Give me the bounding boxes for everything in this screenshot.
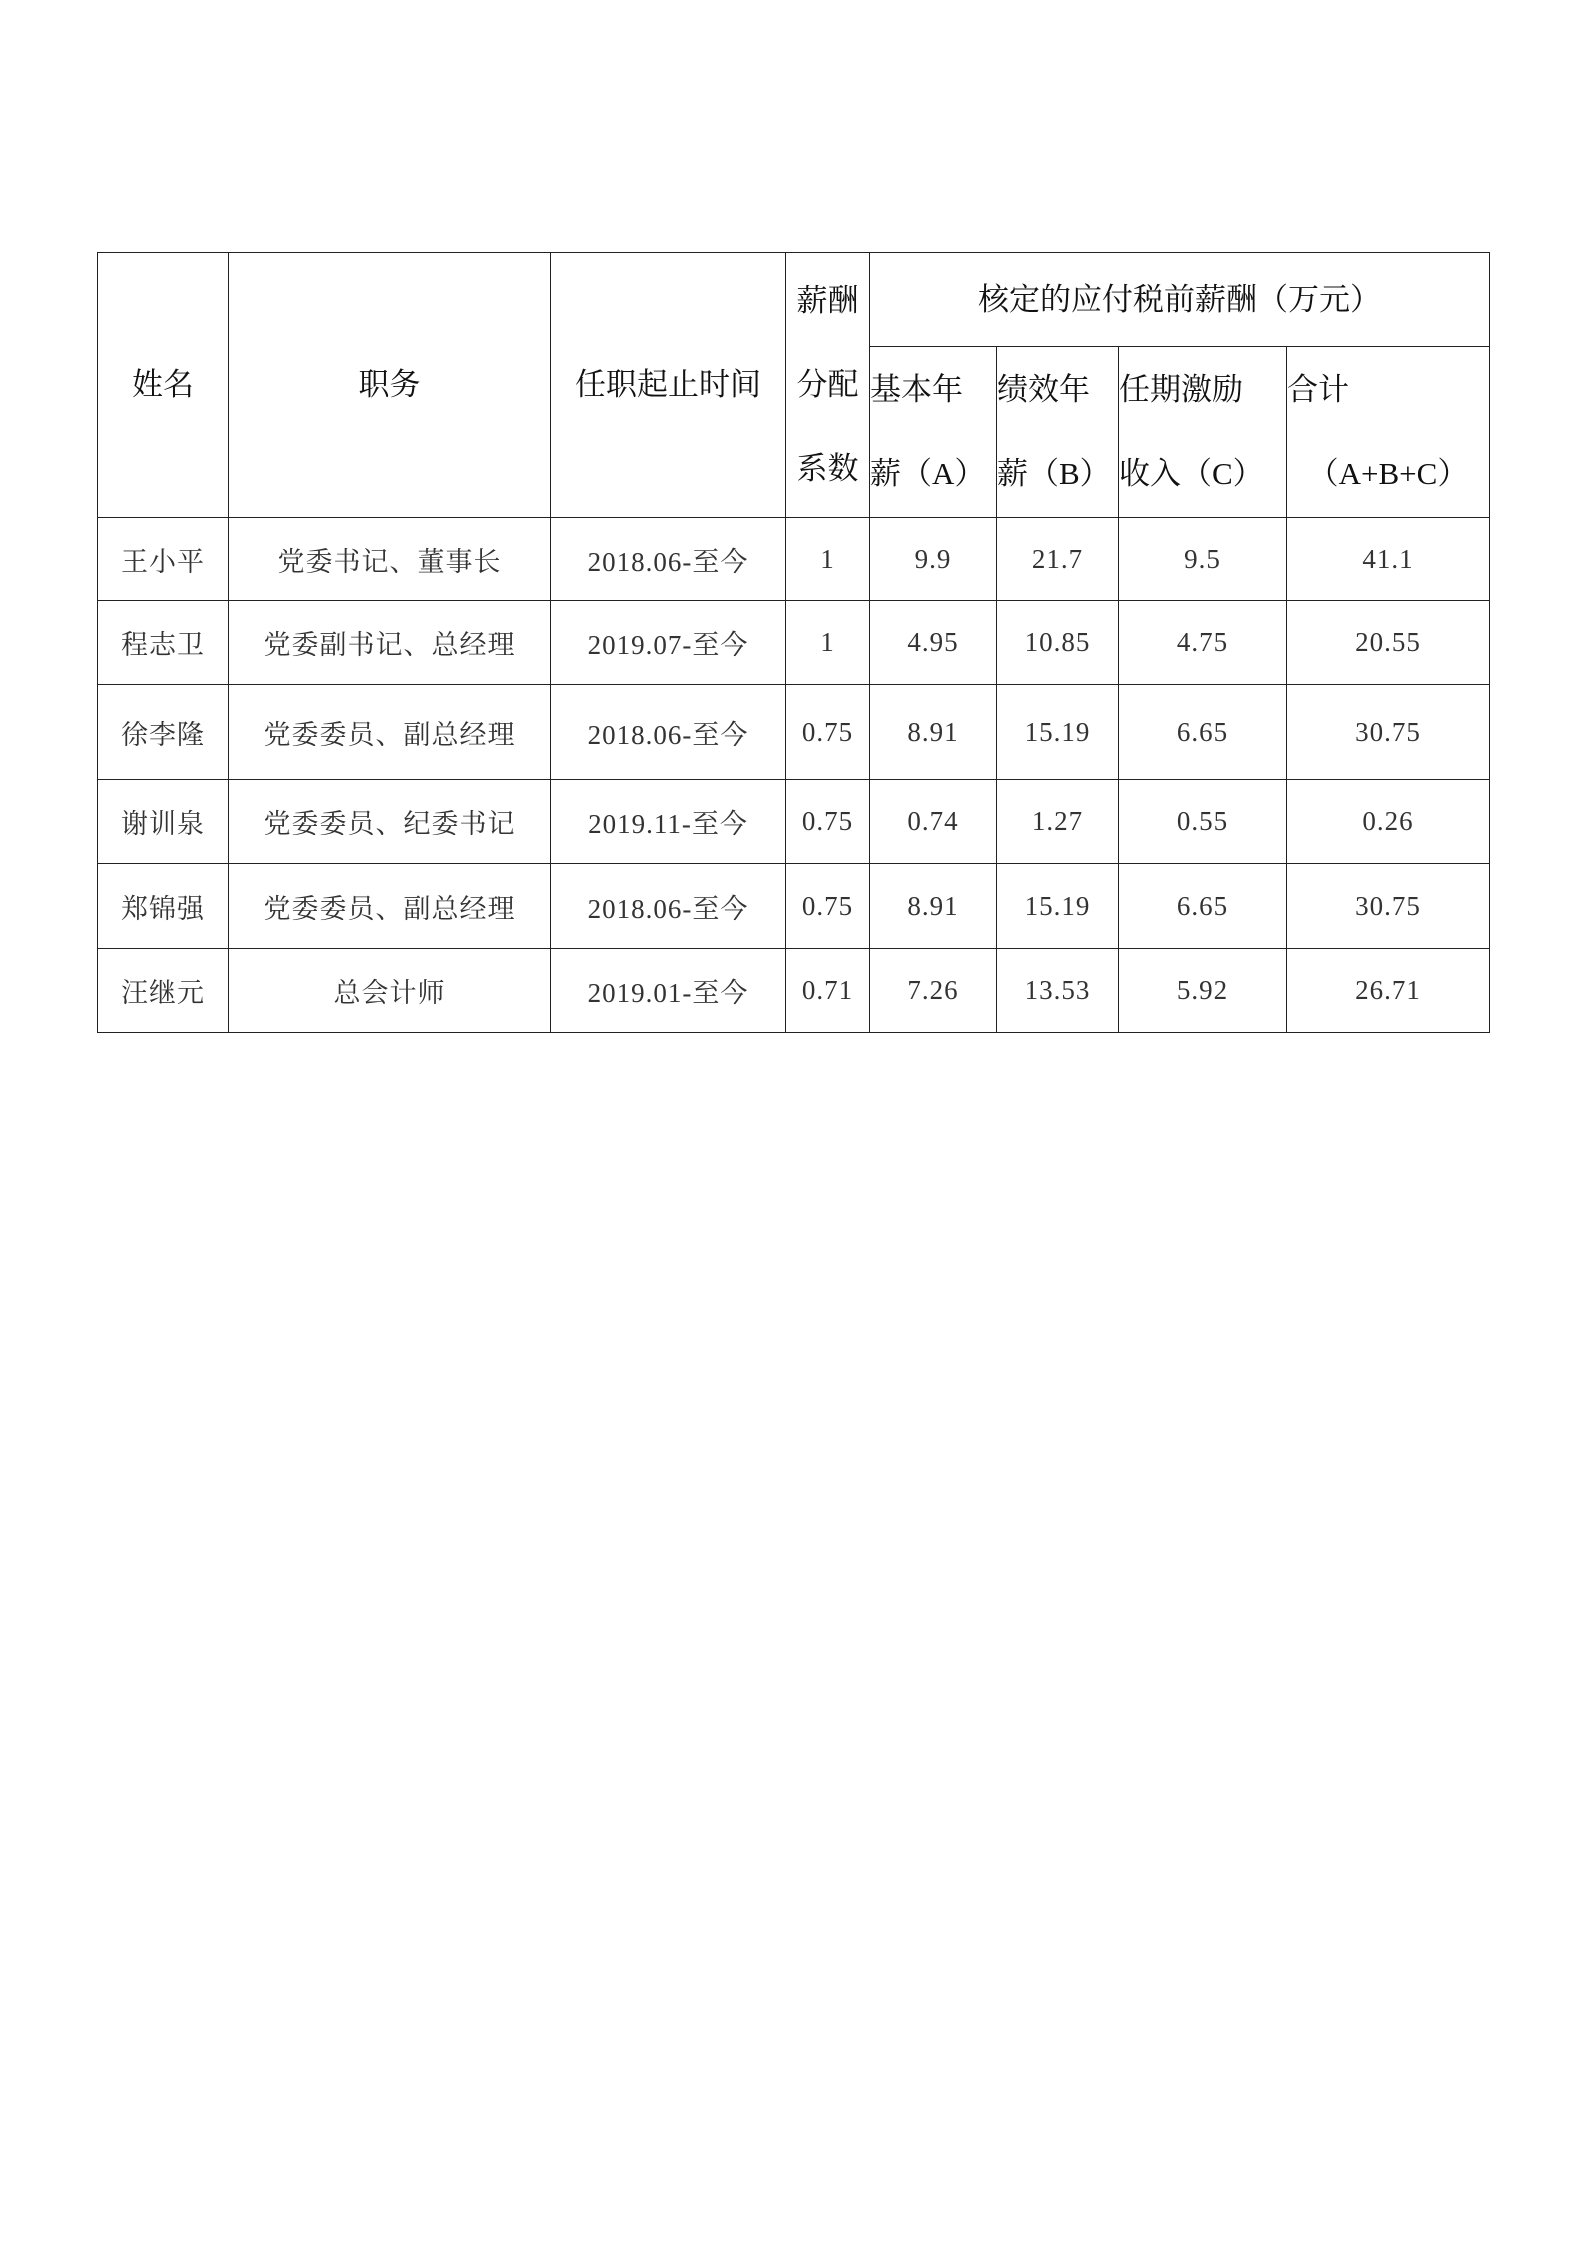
cell-total: 30.75: [1287, 685, 1490, 780]
cell-coef: 0.75: [786, 780, 870, 864]
cell-position: 党委委员、副总经理: [229, 864, 551, 949]
header-coefficient-line1: 薪酬: [796, 283, 859, 318]
cell-tenure: 2019.11-至今: [551, 780, 786, 864]
cell-position: 党委委员、纪委书记: [229, 780, 551, 864]
cell-total: 26.71: [1287, 949, 1490, 1033]
cell-incent: 4.75: [1119, 601, 1287, 685]
cell-name: 谢训泉: [98, 780, 229, 864]
header-perf-line2: 薪（B）: [997, 456, 1111, 491]
header-base-line2: 薪（A）: [870, 456, 986, 491]
header-position: 职务: [229, 253, 551, 518]
cell-perf: 21.7: [997, 518, 1119, 601]
cell-tenure: 2018.06-至今: [551, 864, 786, 949]
cell-perf: 15.19: [997, 685, 1119, 780]
header-incent-line1: 任期激励: [1119, 372, 1243, 407]
cell-tenure: 2019.07-至今: [551, 601, 786, 685]
header-coefficient: [786, 253, 870, 518]
cell-coef: 1: [786, 518, 870, 601]
header-coefficient-line3: 系数: [796, 451, 859, 486]
cell-base: 8.91: [870, 685, 997, 780]
cell-name: 王小平: [98, 518, 229, 601]
header-coefficient-line2: 分配: [796, 367, 859, 402]
header-group-pretax-pay: 核定的应付税前薪酬（万元）: [870, 253, 1490, 347]
header-total-line1: 合计: [1287, 372, 1349, 407]
cell-coef: 1: [786, 601, 870, 685]
header-tenure: 任职起止时间: [551, 253, 786, 518]
cell-incent: 6.65: [1119, 864, 1287, 949]
header-total: [1287, 347, 1490, 518]
table-row: [98, 949, 1490, 1033]
header-name: 姓名: [98, 253, 229, 518]
cell-position: 总会计师: [229, 949, 551, 1033]
cell-tenure: 2018.06-至今: [551, 518, 786, 601]
cell-tenure: 2019.01-至今: [551, 949, 786, 1033]
cell-base: 8.91: [870, 864, 997, 949]
cell-base: 7.26: [870, 949, 997, 1033]
cell-total: 0.26: [1287, 780, 1490, 864]
cell-position: 党委书记、董事长: [229, 518, 551, 601]
cell-name: 郑锦强: [98, 864, 229, 949]
cell-incent: 9.5: [1119, 518, 1287, 601]
header-total-line2: （A+B+C）: [1307, 456, 1469, 491]
header-performance-salary: [997, 347, 1119, 518]
table-row: [98, 780, 1490, 864]
cell-total: 41.1: [1287, 518, 1490, 601]
cell-perf: 1.27: [997, 780, 1119, 864]
cell-position: 党委副书记、总经理: [229, 601, 551, 685]
cell-coef: 0.75: [786, 864, 870, 949]
cell-position: 党委委员、副总经理: [229, 685, 551, 780]
cell-total: 30.75: [1287, 864, 1490, 949]
cell-incent: 6.65: [1119, 685, 1287, 780]
header-perf-line1: 绩效年: [997, 372, 1090, 407]
header-base-line1: 基本年: [870, 372, 963, 407]
header-incent-line2: 收入（C）: [1119, 456, 1264, 491]
cell-base: 0.74: [870, 780, 997, 864]
cell-total: 20.55: [1287, 601, 1490, 685]
table-row: [98, 518, 1490, 601]
header-incentive: [1119, 347, 1287, 518]
cell-perf: 10.85: [997, 601, 1119, 685]
cell-base: 4.95: [870, 601, 997, 685]
cell-name: 汪继元: [98, 949, 229, 1033]
compensation-table: [97, 252, 1490, 1033]
cell-coef: 0.75: [786, 685, 870, 780]
cell-coef: 0.71: [786, 949, 870, 1033]
cell-tenure: 2018.06-至今: [551, 685, 786, 780]
cell-perf: 15.19: [997, 864, 1119, 949]
table-row: [98, 601, 1490, 685]
header-base-salary: [870, 347, 997, 518]
table-row: [98, 864, 1490, 949]
cell-perf: 13.53: [997, 949, 1119, 1033]
cell-incent: 0.55: [1119, 780, 1287, 864]
table-row: [98, 685, 1490, 780]
cell-base: 9.9: [870, 518, 997, 601]
cell-name: 徐李隆: [98, 685, 229, 780]
cell-name: 程志卫: [98, 601, 229, 685]
cell-incent: 5.92: [1119, 949, 1287, 1033]
